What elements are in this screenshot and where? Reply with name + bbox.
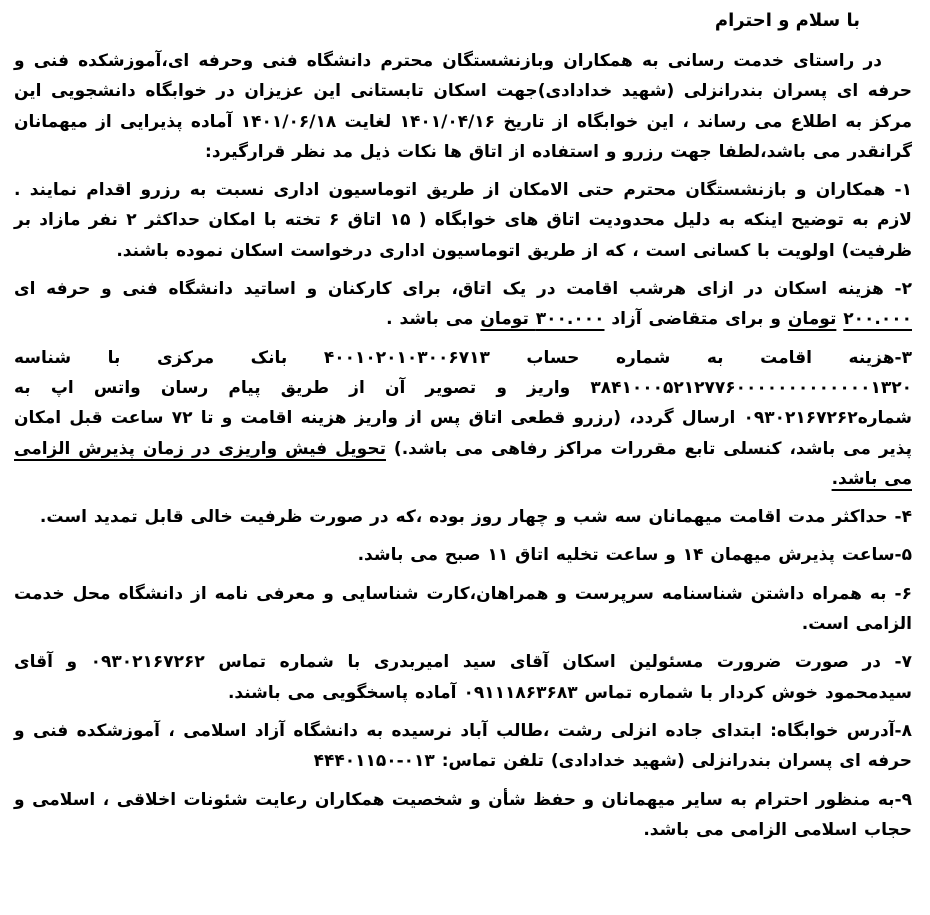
item-2-text-b: و برای متقاضی آزاد <box>604 309 788 330</box>
intro-paragraph: در راستای خدمت رسانی به همکاران وبازنشستگان محترم دانشگاه فنی وحرفه ای،آموزشکده فنی و حرفه ای پسران بندرانزلی (شهید خدادادی)جهت اسکان تابستانی این عزیزان در خوابگاه دانشجویی این مرکز به اطلاع می رساند ، این خوابگاه از تاریخ ۱۴۰۱/۰۴/۱۶ لغایت ۱۴۰۱/۰۶/۱۸ آماده پذیرایی از میهمانان گرانقدر می باشد،لطفا جهت رزرو و استفاده از اتاق ها نکات ذیل مد نظر قرارگیرد: <box>14 51 912 162</box>
item-1-reservation-via-automation: ۱- همکاران و بازنشستگان محترم حتی الامکان از طریق اتوماسیون اداری نسبت به رزرو اقدام نمایند . لازم به توضیح اینکه به دلیل محدودیت اتاق های خوابگاه ( ۱۵ اتاق ۶ تخته با امکان حداکثر ۲ نفر مازاد بر ظرفیت) اولویت با کسانی است ، که از طریق اتوماسیون اداری درخواست اسکان نموده باشند. <box>14 180 912 261</box>
item-4-max-stay: ۴- حداکثر مدت اقامت میهمانان سه شب و چهار روز بوده ،که در صورت ظرفیت خالی قابل تمدید است. <box>39 507 912 528</box>
item-3-payment-info <box>14 343 912 494</box>
item-2-text-c: می باشد . <box>386 309 481 330</box>
item-9-conduct-rules: ۹-به منظور احترام به سایر میهمانان و حفظ شأن و شخصیت همکاران رعایت شئونات اخلاقی ، اسلامی و حجاب اسلامی الزامی می باشد. <box>14 789 912 840</box>
item-6-required-documents: ۶- به همراه داشتن شناسنامه سرپرست و همراهان،کارت شناسایی و معرفی نامه از دانشگاه محل خدمت الزامی است. <box>14 583 912 635</box>
greeting-heading: با سلام و احترام <box>714 10 860 31</box>
item-3-text: ۳-هزینه اقامت به شماره حساب ۴۰۰۱۰۲۰۱۰۳۰۰۶۷۱۳ بانک مرکزی با شناسه ۳۸۴۱۰۰۰۵۲۱۲۷۷۶۰۰۰۰۰۰۰۰۰۰۰۰۰۱۳۲۰ واریز و تصویر آن از طریق پیام رسان واتس اپ به شماره۰۹۳۰۲۱۶۷۲۶۲ ارسال گردد، (رزرو قطعی اتاق پس از واریز هزینه اقامت و تا ۷۲ ساعت قبل امکان پذیر می باشد، کنسلی تابع مقررات مراکز رفاهی می باشد.) <box>14 347 913 459</box>
item-2-accommodation-cost <box>14 274 912 335</box>
item-5-checkin-checkout: ۵-ساعت پذیرش میهمان ۱۴ و ساعت تخلیه اتاق ۱۱ صبح می باشد. <box>357 545 912 566</box>
item-7-contacts: ۷- در صورت ضرورت مسئولین اسکان آقای سید امیربدری با شماره تماس ۰۹۳۰۲۱۶۷۲۶۲ و آقای سیدمحمود خوش کردار با شماره تماس ۰۹۱۱۱۸۶۳۶۸۳ آماده پاسخگویی می باشند. <box>14 652 912 703</box>
receipt-required-notice: تحویل فیش واریزی در زمان پذیرش الزامی می باشد. <box>14 438 912 489</box>
item-2-text-a: ۲- هزینه اسکان در ازای هرشب اقامت در یک اتاق، برای کارکنان و اساتید دانشگاه فنی و حرفه ای <box>14 279 912 300</box>
price-staff-unit: تومان <box>787 309 837 330</box>
price-staff-value: ۲۰۰.۰۰۰ <box>843 309 912 330</box>
price-free-applicant: ۳۰۰.۰۰۰ تومان <box>480 309 605 330</box>
item-8-address: ۸-آدرس خوابگاه: ابتدای جاده انزلی رشت ،طالب آباد نرسیده به دانشگاه آزاد اسلامی ، آموزشکده فنی و حرفه ای پسران بندرانزلی (شهید خدادادی) تلفن تماس: ۰۱۳-۴۴۴۰۱۱۵۰ <box>14 720 912 772</box>
